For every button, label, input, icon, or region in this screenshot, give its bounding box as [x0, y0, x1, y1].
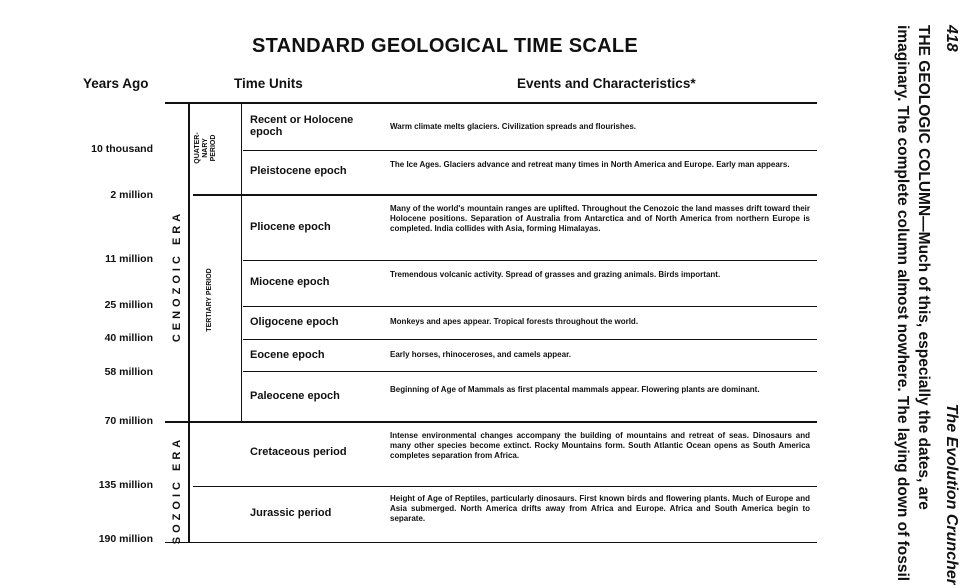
year-label: 70 million	[104, 415, 153, 427]
header-years-ago: Years Ago	[83, 76, 149, 91]
year-label: 25 million	[104, 299, 153, 311]
event-eocene: Early horses, rhinoceroses, and camels appear.	[390, 350, 571, 359]
table-bottom-rule	[165, 542, 817, 543]
row-divider	[243, 371, 817, 372]
unit-cretaceous: Cretaceous period	[250, 446, 347, 458]
row-divider	[243, 260, 817, 261]
year-label: 11 million	[105, 253, 153, 265]
period-column-rule	[241, 102, 242, 422]
year-label: 40 million	[104, 332, 153, 344]
year-label: 58 million	[104, 366, 153, 378]
event-oligocene: Monkeys and apes appear. Tropical forests throughout the world.	[390, 317, 639, 326]
unit-eocene: Eocene epoch	[250, 349, 325, 361]
book-title: The Evolution Cruncher	[943, 403, 960, 585]
row-divider	[193, 486, 817, 487]
year-label: 135 million	[98, 479, 153, 491]
unit-holocene: Recent or Holocene epoch	[250, 114, 354, 138]
year-label: 10 thousand	[91, 143, 153, 155]
event-holocene: Warm climate melts glaciers. Civilization spreads and flourishes.	[390, 122, 637, 131]
side-caption: THE GEOLOGIC COLUMN—Much of this, especially the dates, are imaginary. The complete column almost nowhere. The laying down of fossil	[894, 25, 932, 582]
table-top-rule	[165, 102, 817, 104]
period-quaternary: QUATER- NARY PERIOD	[194, 132, 217, 164]
unit-oligocene: Oligocene epoch	[250, 316, 339, 328]
unit-pliocene: Pliocene epoch	[250, 221, 331, 233]
event-miocene: Tremendous volcanic activity. Spread of grasses and grazing animals. Birds important.	[390, 270, 721, 279]
row-divider	[243, 150, 817, 151]
page-title: STANDARD GEOLOGICAL TIME SCALE	[251, 35, 639, 57]
year-label: 190 million	[98, 533, 153, 545]
header-time-units: Time Units	[234, 76, 303, 91]
side-caption-block	[892, 25, 960, 585]
unit-miocene: Miocene epoch	[250, 276, 330, 288]
era-column-rule	[188, 102, 190, 542]
event-paleocene: Beginning of Age of Mammals as first placental mammals appear. Flowering plants are dominant.	[390, 385, 760, 394]
unit-pleistocene: Pleistocene epoch	[250, 165, 347, 177]
period-divider	[193, 194, 817, 196]
unit-paleocene: Paleocene epoch	[250, 390, 340, 402]
unit-jurassic: Jurassic period	[250, 507, 332, 519]
event-cretaceous: Intense environmental changes accompany the building of mountains and retreat of seas. Dinosaurs and many other species become extinct. Rocky Mountains form. South Atlantic Ocean opens as South America completes separation from Africa.	[390, 431, 810, 460]
event-jurassic: Height of Age of Reptiles, particularly dinosaurs. First known birds and flowering plants. Much of Europe and Asia submerged. North America drifts away from Africa and Europe. Africa and South America begin to separate.	[390, 494, 810, 523]
row-divider	[243, 339, 817, 340]
page-number: 418	[943, 25, 960, 52]
era-mesozoic: SOZOIC ERA	[171, 435, 183, 545]
event-pleistocene: The Ice Ages. Glaciers advance and retreat many times in North America and Europe. Early man appears.	[390, 160, 790, 169]
header-events: Events and Characteristics*	[517, 76, 696, 91]
year-label: 2 million	[110, 189, 153, 201]
row-divider	[243, 306, 817, 307]
event-pliocene: Many of the world's mountain ranges are uplifted. Throughout the Cenozoic the land masses drift toward their Holocene positions. Separation of Australia from Antarctica and of North America from northern Europe is completed. India collides with Asia, forming Himalayas.	[390, 204, 810, 233]
era-divider	[165, 421, 817, 423]
era-cenozoic: CENOZOIC ERA	[171, 209, 183, 343]
period-tertiary: TERTIARY PERIOD	[206, 268, 213, 332]
